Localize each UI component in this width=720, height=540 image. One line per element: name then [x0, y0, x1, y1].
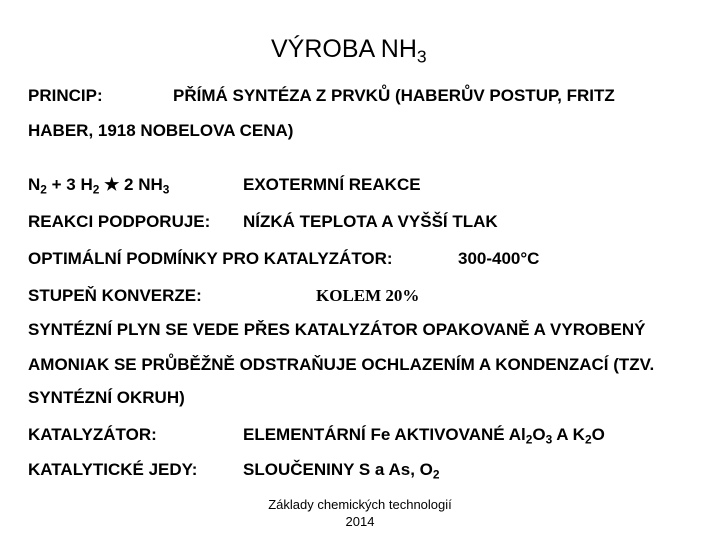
principle-text-line2: HABER, 1918 NOBELOVA CENA) [28, 121, 294, 140]
conversion-label: STUPEŇ KONVERZE: [28, 286, 202, 305]
footer-line1: Základy chemických technologií [268, 497, 452, 512]
catalyst-value: ELEMENTÁRNÍ Fe AKTIVOVANÉ $Al_2O_3$ A $K_2O$ [243, 425, 605, 447]
paragraph-line1: SYNTÉZNÍ PLYN SE VEDE PŘES KATALYZÁTOR OPAKOVANĚ A VYROBENÝ [28, 320, 646, 339]
paragraph-line2: AMONIAK SE PRŮBĚŽNĚ ODSTRAŇUJE OCHLAZENÍM A KONDENZACÍ (TZV. [28, 355, 655, 374]
optimal-conditions-value: 300-400°C [458, 249, 540, 268]
supported-value: NÍZKÁ TEPLOTA A VYŠŠÍ TLAK [243, 212, 498, 231]
supported-label: REAKCI PODPORUJE: [28, 212, 211, 231]
paragraph-line3: SYNTÉZNÍ OKRUH) [28, 388, 185, 407]
reaction-equation: $N_2 + 3$ $H_2$ ★ 2 $NH_3$ [28, 175, 170, 197]
poisons-label: KATALYTICKÉ JEDY: [28, 460, 198, 479]
footer-line2: 2014 [345, 514, 375, 529]
conversion-value: KOLEM 20% [316, 286, 420, 305]
reaction-type: EXOTERMNÍ REAKCE [243, 175, 421, 194]
principle-label: PRINCIP: [28, 86, 103, 105]
catalyst-label: KATALYZÁTOR: [28, 425, 157, 444]
optimal-conditions-label: OPTIMÁLNÍ PODMÍNKY PRO KATALYZÁTOR: [28, 249, 393, 268]
principle-text-line1: PŘÍMÁ SYNTÉZA Z PRVKŮ (HABERŮV POSTUP, FRITZ [173, 86, 615, 105]
page-title: VÝROBA $NH_3$ [271, 35, 427, 67]
poisons-value: SLOUČENINY S a As, $O_2$ [243, 460, 440, 482]
